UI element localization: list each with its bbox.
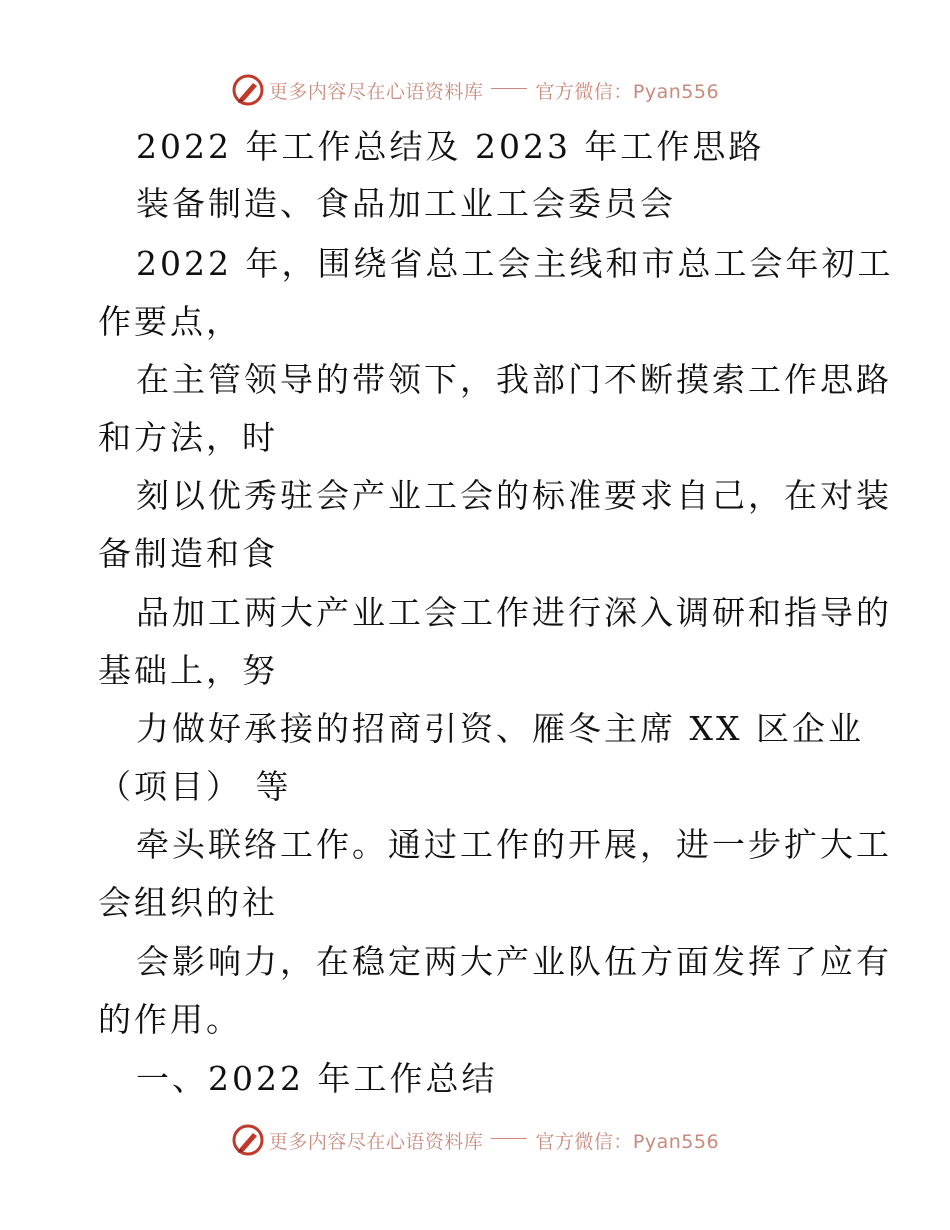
document-org: 装备制造、食品加工业工会委员会	[136, 184, 676, 223]
banner-wechat-text: 官方微信：Pyan556	[535, 80, 720, 103]
paragraph-line: 在主管领导的带领下，我部门不断摸索工作思路	[136, 360, 892, 399]
paragraph-line: （项目） 等	[98, 767, 292, 806]
header-watermark-banner	[0, 72, 950, 108]
paragraph-line: 刻以优秀驻会产业工会的标准要求自己，在对装	[136, 476, 892, 515]
paragraph-line: 备制造和食	[98, 534, 278, 573]
footer-watermark-banner	[0, 1122, 950, 1158]
pen-logo-icon	[231, 73, 265, 107]
banner-wechat-text: 官方微信：Pyan556	[535, 1130, 720, 1153]
pen-logo-icon	[231, 1123, 265, 1157]
paragraph-line: 的作用。	[98, 1000, 242, 1039]
paragraph-line: 作要点，	[98, 302, 242, 341]
paragraph-line: 会组织的社	[98, 883, 278, 922]
paragraph-line: 基础上，努	[98, 651, 278, 690]
paragraph-line: 牵头联络工作。通过工作的开展，进一步扩大工	[136, 825, 892, 864]
section-heading: 一、2022 年工作总结	[136, 1059, 498, 1098]
paragraph-line: 会影响力，在稳定两大产业队伍方面发挥了应有	[136, 942, 892, 981]
paragraph-line: 2022 年，围绕省总工会主线和市总工会年初工	[136, 244, 894, 283]
document-title: 2022 年工作总结及 2023 年工作思路	[136, 127, 765, 166]
banner-site-text: 更多内容尽在心语资料库	[268, 80, 484, 103]
paragraph-line: 和方法，时	[98, 418, 278, 457]
paragraph-line: 品加工两大产业工会工作进行深入调研和指导的	[136, 593, 892, 632]
banner-divider	[491, 1138, 527, 1139]
banner-site-text: 更多内容尽在心语资料库	[268, 1130, 484, 1153]
paragraph-line: 力做好承接的招商引资、雁冬主席 XX 区企业	[136, 709, 864, 748]
banner-divider	[491, 88, 527, 89]
